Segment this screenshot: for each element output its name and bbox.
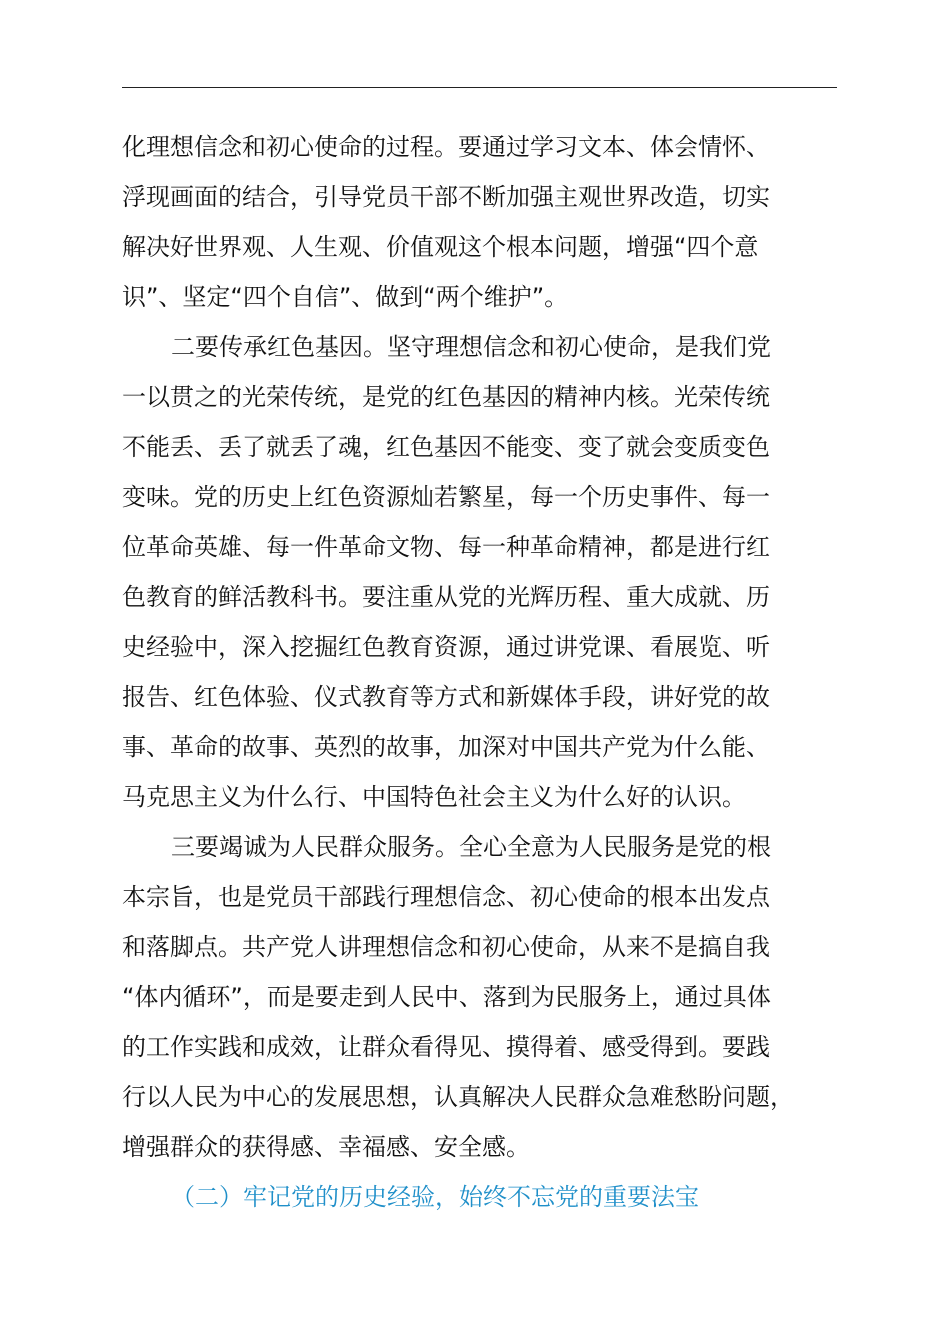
text-line: 变味。党的历史上红色资源灿若繁星，每一个历史事件、每一 [122,483,770,511]
text-line: 和落脚点。共产党人讲理想信念和初心使命，从来不是搞自我 [122,933,770,961]
text-line: 的工作实践和成效，让群众看得见、摸得着、感受得到。要践 [122,1033,770,1061]
document-body [122,122,837,1222]
text-line: 不能丢、丢了就丢了魂，红色基因不能变、变了就会变质变色 [122,433,770,461]
header-rule [122,87,837,88]
text-line: 解决好世界观、人生观、价值观这个根本问题，增强“四个意 [122,233,759,261]
text-line: 史经验中，深入挖掘红色教育资源，通过讲党课、看展览、听 [122,633,770,661]
paragraph-start-line: 二要传承红色基因。坚守理想信念和初心使命，是我们党 [171,333,771,361]
text-line: 事、革命的故事、英烈的故事，加深对中国共产党为什么能、 [122,733,770,761]
text-line: 报告、红色体验、仪式教育等方式和新媒体手段，讲好党的故 [122,683,770,711]
text-line: 位革命英雄、每一件革命文物、每一种革命精神，都是进行红 [122,533,770,561]
text-line: 行以人民为中心的发展思想，认真解决人民群众急难愁盼问题， [122,1083,794,1111]
text-line: 本宗旨，也是党员干部践行理想信念、初心使命的根本出发点 [122,883,770,911]
text-line: 一以贯之的光荣传统，是党的红色基因的精神内核。光荣传统 [122,383,770,411]
paragraph-start-line: 三要竭诚为人民群众服务。全心全意为人民服务是党的根 [171,833,771,861]
text-line: 增强群众的获得感、幸福感、安全感。 [122,1133,530,1161]
text-line: 化理想信念和初心使命的过程。要通过学习文本、体会情怀、 [122,133,770,161]
text-line: 马克思主义为什么行、中国特色社会主义为什么好的认识。 [122,783,746,811]
section-heading: （二）牢记党的历史经验，始终不忘党的重要法宝 [171,1183,699,1211]
text-line: 识”、坚定“四个自信”、做到“两个维护”。 [122,283,569,311]
text-line: 色教育的鲜活教科书。要注重从党的光辉历程、重大成就、历 [122,583,770,611]
text-line: 浮现画面的结合，引导党员干部不断加强主观世界改造，切实 [122,183,770,211]
text-line: “体内循环”，而是要走到人民中、落到为民服务上，通过具体 [122,983,771,1011]
